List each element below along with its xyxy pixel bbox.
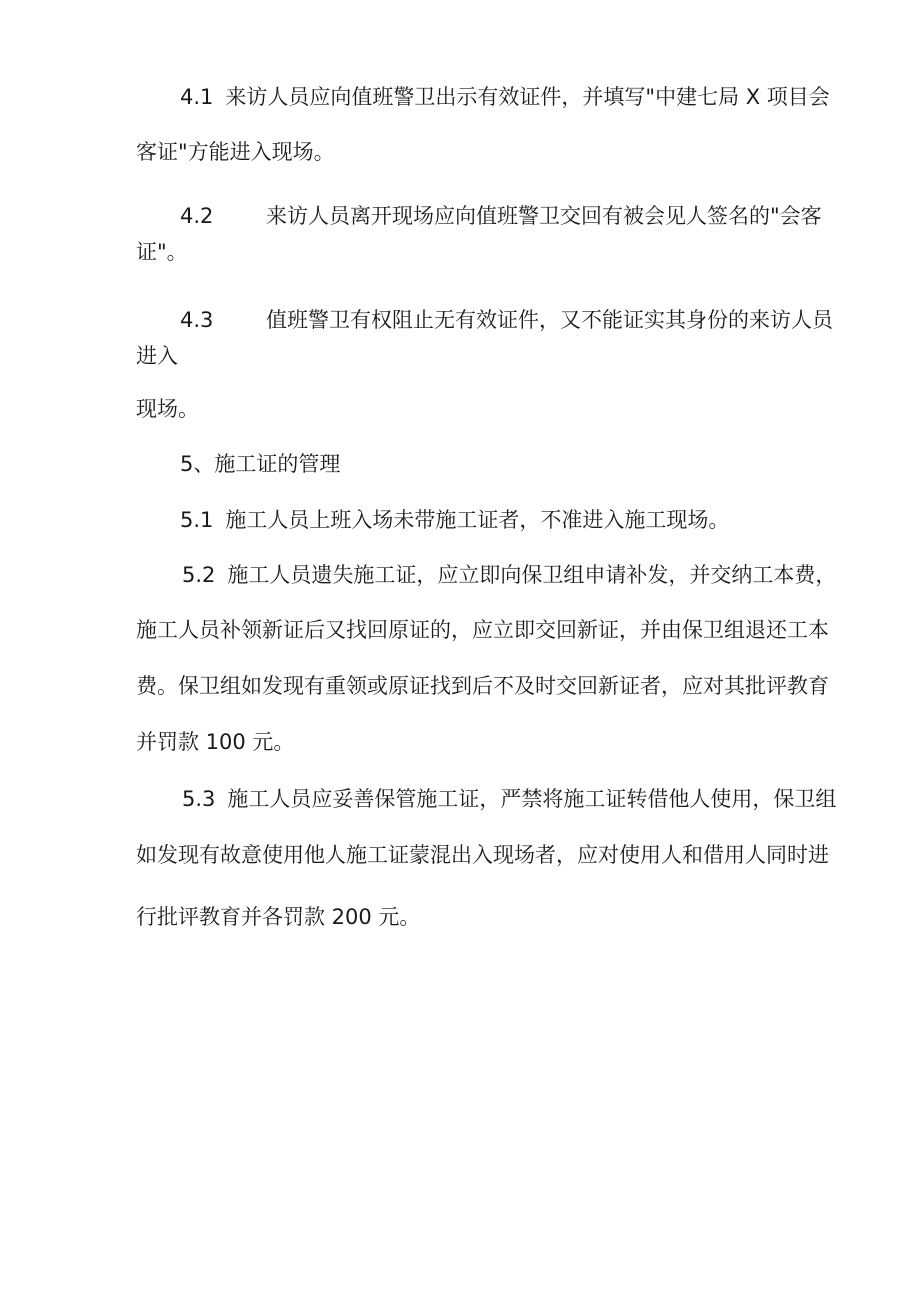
clause-number: 5.2 [182, 563, 216, 587]
clause-number: 4.3 [180, 308, 214, 332]
clause-4-2-line-2: 证"。 [136, 240, 188, 264]
clause-4-2-line-1 [180, 201, 900, 231]
section-5-heading: 5、施工证的管理 [180, 452, 341, 476]
clause-5-2-line-4: 并罚款 100 元。 [136, 730, 295, 754]
clause-text: 值班警卫有权阻止无有效证件，又不能证实其身份的来访人员 [266, 308, 833, 332]
clause-text: 来访人员离开现场应向值班警卫交回有被会见人签名的"会客 [266, 204, 822, 228]
clause-5-1-line-1 [180, 505, 900, 535]
clause-5-3-line-2: 如发现有故意使用他人施工证蒙混出入现场者，应对使用人和借用人同时进 [136, 843, 829, 867]
clause-4-1-line-1 [180, 82, 900, 112]
clause-5-3-line-1 [182, 784, 902, 814]
clause-4-1-line-2: 客证"方能进入现场。 [136, 140, 335, 164]
clause-text: 来访人员应向值班警卫出示有效证件，并填写"中建七局 X 项目会 [225, 85, 830, 109]
clause-5-2-line-2: 施工人员补领新证后又找回原证的，应立即交回新证，并由保卫组退还工本 [136, 618, 829, 642]
clause-4-3-line-3: 现场。 [136, 397, 199, 421]
clause-5-2-line-3: 费。保卫组如发现有重领或原证找到后不及时交回新证者，应对其批评教育 [136, 674, 829, 698]
clause-5-3-line-3: 行批评教育并各罚款 200 元。 [136, 905, 421, 929]
clause-number: 4.1 [180, 85, 214, 109]
clause-number: 5.1 [180, 508, 214, 532]
clause-text: 施工人员应妥善保管施工证，严禁将施工证转借他人使用，保卫组 [227, 787, 837, 811]
clause-5-2-line-1 [182, 560, 902, 590]
clause-text: 施工人员上班入场未带施工证者，不准进入施工现场。 [225, 508, 730, 532]
clause-text: 施工人员遗失施工证，应立即向保卫组申请补发，并交纳工本费， [227, 563, 837, 587]
clause-4-3-line-1 [180, 305, 900, 335]
clause-number: 4.2 [180, 204, 214, 228]
clause-number: 5.3 [182, 787, 216, 811]
clause-4-3-line-2: 进入 [136, 344, 178, 368]
